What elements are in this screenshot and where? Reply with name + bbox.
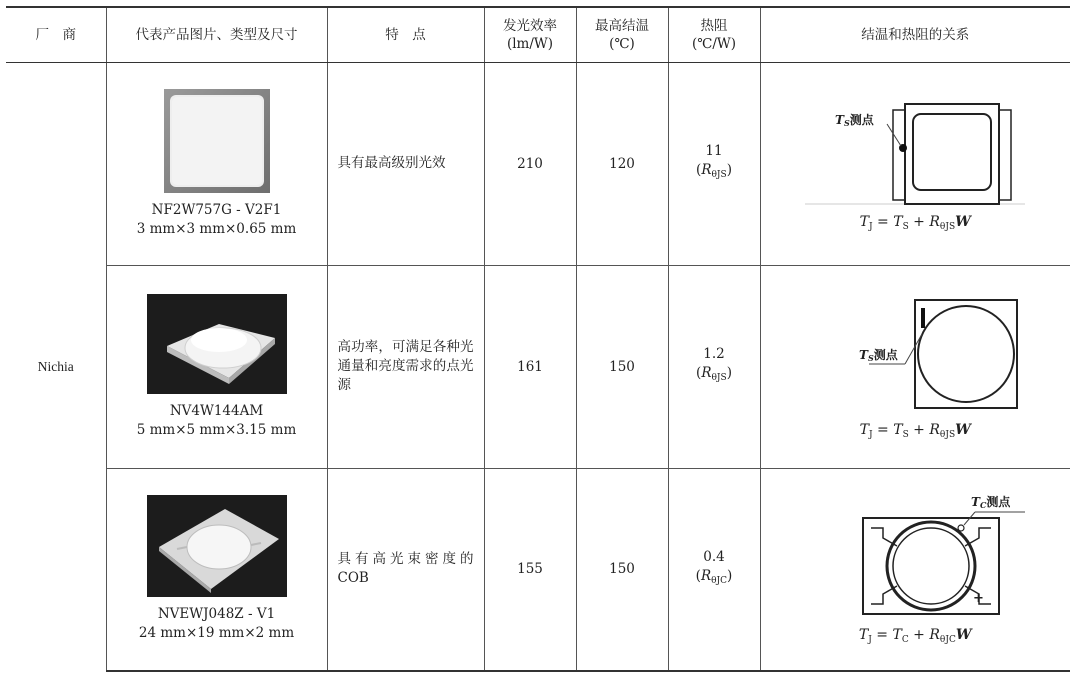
led-spec-table bbox=[6, 6, 1070, 672]
rth-cell: 11 $(R_{\theta JS})$ bbox=[668, 62, 760, 265]
relation-cell bbox=[760, 265, 1070, 468]
product-size: 3 mm×3 mm×0.65 mm bbox=[136, 220, 297, 237]
product-model: NV4W144AM bbox=[169, 402, 264, 419]
efficacy-cell: 210 bbox=[484, 62, 576, 265]
feature-cell: 具有最高级别光效 bbox=[327, 62, 484, 265]
svg-text:TS测点: TS测点 bbox=[835, 112, 874, 128]
header-rth: 热阻 (℃/W) bbox=[668, 7, 760, 62]
header-row bbox=[6, 7, 1070, 62]
led-package-image bbox=[147, 495, 287, 597]
header-tj-max: 最高结温 (℃) bbox=[576, 7, 668, 62]
rth-cell: 0.4 $(R_{\theta JC})$ bbox=[668, 468, 760, 671]
thermal-diagram-2 bbox=[805, 294, 1025, 414]
product-model: NVEWJ048Z - V1 bbox=[157, 606, 276, 623]
product-size: 24 mm×19 mm×2 mm bbox=[138, 625, 295, 642]
relation-formula: $T_J = T_C + R_{\theta JC}W$ bbox=[858, 626, 972, 645]
relation-formula: $T_J = T_S + R_{\theta JS}W$ bbox=[859, 213, 971, 232]
efficacy-cell: 155 bbox=[484, 468, 576, 671]
header-features: 特 点 bbox=[327, 7, 484, 62]
svg-text:TS测点: TS测点 bbox=[859, 347, 898, 363]
led-package-image bbox=[164, 89, 270, 193]
rth-cell: 1.2 $(R_{\theta JS})$ bbox=[668, 265, 760, 468]
feature-cell: 具有高光束密度的 COB bbox=[327, 468, 484, 671]
tj-max-cell: 150 bbox=[576, 265, 668, 468]
product-model: NF2W757G - V2F1 bbox=[151, 201, 282, 218]
thermal-diagram-1 bbox=[805, 96, 1025, 206]
header-efficacy: 发光效率 (lm/W) bbox=[484, 7, 576, 62]
efficacy-cell: 161 bbox=[484, 265, 576, 468]
relation-cell bbox=[760, 62, 1070, 265]
product-cell bbox=[106, 265, 327, 468]
product-cell bbox=[106, 62, 327, 265]
svg-text:TC测点: TC测点 bbox=[971, 494, 1011, 510]
product-size: 5 mm×5 mm×3.15 mm bbox=[136, 421, 297, 438]
header-manufacturer: 厂 商 bbox=[6, 7, 106, 62]
product-cell bbox=[106, 468, 327, 671]
header-relation: 结温和热阻的关系 bbox=[760, 7, 1070, 62]
svg-text:+: + bbox=[973, 590, 985, 606]
header-product: 代表产品图片、类型及尺寸 bbox=[106, 7, 327, 62]
table-row bbox=[6, 265, 1070, 468]
table-row bbox=[6, 468, 1070, 671]
relation-cell bbox=[760, 468, 1070, 671]
led-package-image bbox=[147, 294, 287, 394]
tj-max-cell: 150 bbox=[576, 468, 668, 671]
tj-max-cell: 120 bbox=[576, 62, 668, 265]
feature-cell: 高功率，可满足各种光通量和亮度需求的点光源 bbox=[327, 265, 484, 468]
relation-formula: $T_J = T_S + R_{\theta JS}W$ bbox=[859, 421, 971, 440]
thermal-diagram-3 bbox=[805, 494, 1025, 619]
manufacturer-cell: Nichia bbox=[6, 62, 106, 671]
table-row bbox=[6, 62, 1070, 265]
